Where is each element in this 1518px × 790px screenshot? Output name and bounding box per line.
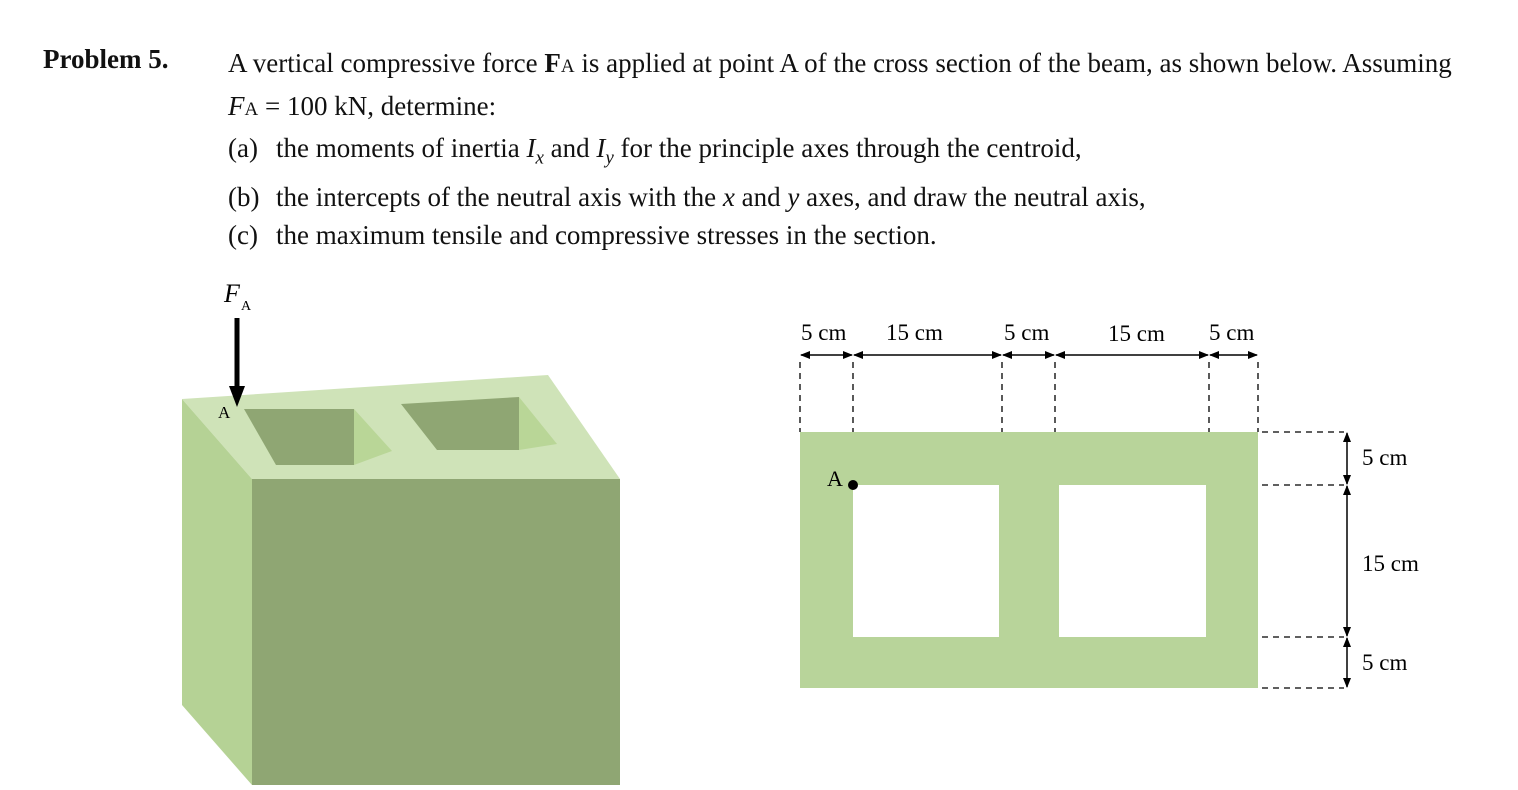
top-extension-lines xyxy=(800,362,1258,432)
point-a-label-3d: A xyxy=(218,403,231,422)
point-a-label: A xyxy=(827,466,843,491)
dim-right-2: 15 cm xyxy=(1362,551,1419,576)
section-hole-left xyxy=(853,485,999,637)
force-symbol: F xyxy=(544,48,561,78)
item-a-post: for the principle axes through the centroid, xyxy=(613,133,1082,163)
dim-right-1: 5 cm xyxy=(1362,445,1408,470)
intro-text-1: A vertical compressive force xyxy=(228,48,545,78)
item-text: the maximum tensile and compressive stresses in the section. xyxy=(276,220,937,251)
item-a-pre: the moments of inertia xyxy=(276,133,527,163)
item-a-mid: and xyxy=(543,133,597,163)
item-label: (c) xyxy=(228,220,258,251)
force-label: F xyxy=(224,279,240,308)
item-b-post: axes, and draw the neutral axis, xyxy=(799,181,1146,212)
right-extension-lines xyxy=(1262,432,1344,688)
section-hole-right xyxy=(1059,485,1206,637)
force-subscript-2: A xyxy=(244,98,259,120)
iy-subscript: y xyxy=(605,147,614,169)
force-subscript: A xyxy=(560,56,575,77)
top-dimension-labels xyxy=(801,320,1254,346)
dim-top-2: 15 cm xyxy=(886,320,943,345)
ix-subscript: x xyxy=(535,147,544,169)
dim-top-3: 5 cm xyxy=(1004,320,1050,345)
item-label: (a) xyxy=(228,133,258,163)
force-symbol-italic: F xyxy=(228,90,245,121)
force-label-subscript: A xyxy=(241,299,252,314)
problem-label: Problem 5. xyxy=(43,44,169,74)
dim-top-5: 5 cm xyxy=(1209,320,1255,345)
item-b-mid: and xyxy=(734,181,788,212)
item-label: (b) xyxy=(228,181,260,212)
intro-text-2: is applied at point A of the cross section of the beam, as shown below. Assuming xyxy=(574,48,1452,78)
dim-top-1: 5 cm xyxy=(801,320,847,345)
y-symbol: y xyxy=(787,181,800,212)
right-dimension-labels xyxy=(1362,445,1419,675)
point-a-marker xyxy=(848,480,858,490)
x-symbol: x xyxy=(722,181,735,212)
item-b-pre: the intercepts of the neutral axis with the xyxy=(276,181,723,212)
ix-symbol: I xyxy=(526,133,536,163)
force-value: = 100 kN, determine: xyxy=(258,90,497,121)
dim-right-3: 5 cm xyxy=(1362,650,1408,675)
iy-symbol: I xyxy=(596,133,606,163)
dim-top-4: 15 cm xyxy=(1108,321,1165,346)
